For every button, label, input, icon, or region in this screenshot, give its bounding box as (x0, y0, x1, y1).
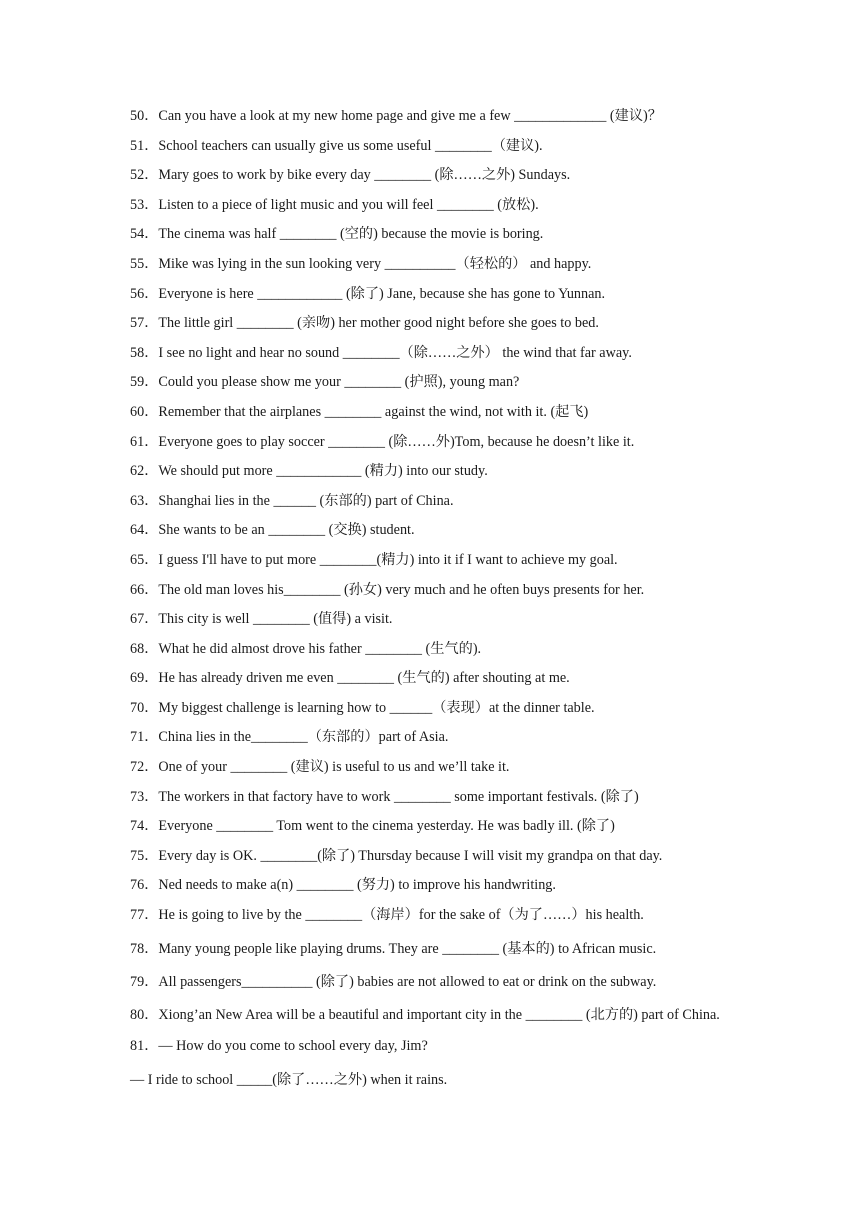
question-text: I guess I'll have to put more ________(精力) into it if I want to achieve my goal. (158, 551, 618, 568)
question-text: Listen to a piece of light music and you will feel ________ (放松). (158, 196, 539, 213)
question-item: 66．The old man loves his________ (孙女) very much and he often buys presents for her. (130, 581, 645, 598)
question-text: Could you please show me your ________ (护照), young man? (158, 374, 520, 391)
question-item: 61．Everyone goes to play soccer ________ (除……外)Tom, because he doesn’t like it. (130, 433, 635, 450)
question-text: Mike was lying in the sun looking very __________（轻松的） and happy. (158, 255, 592, 272)
question-item: 75．Every day is OK. ________(除了) Thursday because I will visit my grandpa on that day. (130, 847, 663, 864)
question-item: 77．He is going to live by the ________（海岸）for the sake of（为了……）his health. (130, 907, 644, 924)
question-text: China lies in the________（东部的）part of Asia. (158, 729, 449, 746)
question-item: 53．Listen to a piece of light music and you will feel ________ (放松). (130, 196, 539, 213)
question-text: Can you have a look at my new home page and give me a few _____________ (建议)？ (158, 108, 662, 124)
question-item: 76．Ned needs to make a(n) ________ (努力) to improve his handwriting. (130, 877, 556, 894)
question-text: We should put more ____________ (精力) into our study. (158, 463, 488, 480)
question-text: Every day is OK. ________(除了) Thursday because I will visit my grandpa on that day. (158, 847, 663, 864)
question-text: Everyone is here ____________ (除了) Jane, because she has gone to Yunnan. (158, 285, 606, 302)
question-text: One of your ________ (建议) is useful to us and we’ll take it. (158, 759, 510, 776)
question-text: What he did almost drove his father ________ (生气的). (158, 640, 482, 657)
question-text: Xiong’an New Area will be a beautiful and important city in the ________ (北方的) part of China. (158, 1007, 720, 1024)
question-text: She wants to be an ________ (交换) student. (158, 522, 415, 539)
question-item: 60．Remember that the airplanes ________ against the wind, not with it. (起飞) (130, 403, 589, 420)
question-item: 78．Many young people like playing drums. They are ________ (基本的) to African music. (130, 940, 657, 957)
question-item: 80．Xiong’an New Area will be a beautiful and important city in the ________ (北方的) part of China. (130, 1007, 720, 1024)
question-item: 72．One of your ________ (建议) is useful to us and we’ll take it. (130, 759, 510, 776)
answer-line: — I ride to school _____(除了……之外) when it rains. (130, 1072, 448, 1089)
question-item: 64．She wants to be an ________ (交换) student. (130, 522, 415, 539)
question-text: Many young people like playing drums. They are ________ (基本的) to African music. (158, 940, 657, 957)
question-item: 65．I guess I'll have to put more ________(精力) into it if I want to achieve my goal. (130, 551, 618, 568)
question-item: 51．School teachers can usually give us some useful ________（建议). (130, 137, 543, 154)
question-text: My biggest challenge is learning how to ______（表现）at the dinner table. (158, 699, 595, 716)
question-text: School teachers can usually give us some useful ________（建议). (158, 137, 543, 154)
question-text: All passengers__________ (除了) babies are not allowed to eat or drink on the subway. (158, 974, 657, 991)
question-text: Mary goes to work by bike every day ________ (除……之外) Sundays. (158, 167, 571, 184)
question-text: The little girl ________ (亲吻) her mother good night before she goes to bed. (158, 315, 599, 332)
question-item: 57．The little girl ________ (亲吻) her mother good night before she goes to bed. (130, 315, 599, 332)
question-item: 67．This city is well ________ (值得) a visit. (130, 611, 393, 628)
question-item: 69．He has already driven me even ________ (生气的) after shouting at me. (130, 670, 570, 687)
question-item: 59．Could you please show me your ________ (护照), young man? (130, 374, 520, 391)
question-text: Shanghai lies in the ______ (东部的) part of China. (158, 492, 454, 509)
question-text: Everyone ________ Tom went to the cinema yesterday. He was badly ill. (除了) (158, 818, 615, 835)
question-text: He has already driven me even ________ (生气的) after shouting at me. (158, 670, 570, 687)
question-item: 63．Shanghai lies in the ______ (东部的) part of China. (130, 492, 454, 509)
question-text: The cinema was half ________ (空的) because the movie is boring. (158, 226, 544, 243)
question-item: 68．What he did almost drove his father ________ (生气的). (130, 640, 482, 657)
question-item: 81．— How do you come to school every day, Jim? (130, 1038, 428, 1055)
question-list (130, 103, 730, 1089)
question-text: Everyone goes to play soccer ________ (除……外)Tom, because he doesn’t like it. (158, 433, 635, 450)
question-item: 56．Everyone is here ____________ (除了) Jane, because she has gone to Yunnan. (130, 285, 606, 302)
question-item: 74．Everyone ________ Tom went to the cinema yesterday. He was badly ill. (除了) (130, 818, 615, 835)
question-item: 79．All passengers__________ (除了) babies are not allowed to eat or drink on the subway. (130, 974, 657, 991)
question-item: 58．I see no light and hear no sound ________（除……之外） the wind that far away. (130, 344, 632, 361)
question-text: — How do you come to school every day, Jim? (158, 1038, 428, 1055)
question-item: 70．My biggest challenge is learning how to ______（表现）at the dinner table. (130, 699, 595, 716)
question-text: Ned needs to make a(n) ________ (努力) to improve his handwriting. (158, 877, 556, 894)
question-text: I see no light and hear no sound ________（除……之外） the wind that far away. (158, 344, 632, 361)
question-item: 71．China lies in the________（东部的）part of Asia. (130, 729, 449, 746)
question-item: 55．Mike was lying in the sun looking very __________（轻松的） and happy. (130, 255, 592, 272)
question-text: The workers in that factory have to work ________ some important festivals. (除了) (158, 788, 639, 805)
question-item: 52．Mary goes to work by bike every day ________ (除……之外) Sundays. (130, 167, 571, 184)
question-item: 54．The cinema was half ________ (空的) because the movie is boring. (130, 226, 544, 243)
question-item: 73．The workers in that factory have to work ________ some important festivals. (除了) (130, 788, 639, 805)
question-text: He is going to live by the ________（海岸）for the sake of（为了……）his health. (158, 907, 644, 924)
question-text: Remember that the airplanes ________ against the wind, not with it. (起飞) (158, 403, 589, 420)
question-item: 50．Can you have a look at my new home page and give me a few _____________ (建议)？ (130, 108, 662, 124)
question-item: 62．We should put more ____________ (精力) into our study. (130, 463, 488, 480)
question-text: The old man loves his________ (孙女) very much and he often buys presents for her. (158, 581, 645, 598)
question-text: This city is well ________ (值得) a visit. (158, 611, 393, 628)
